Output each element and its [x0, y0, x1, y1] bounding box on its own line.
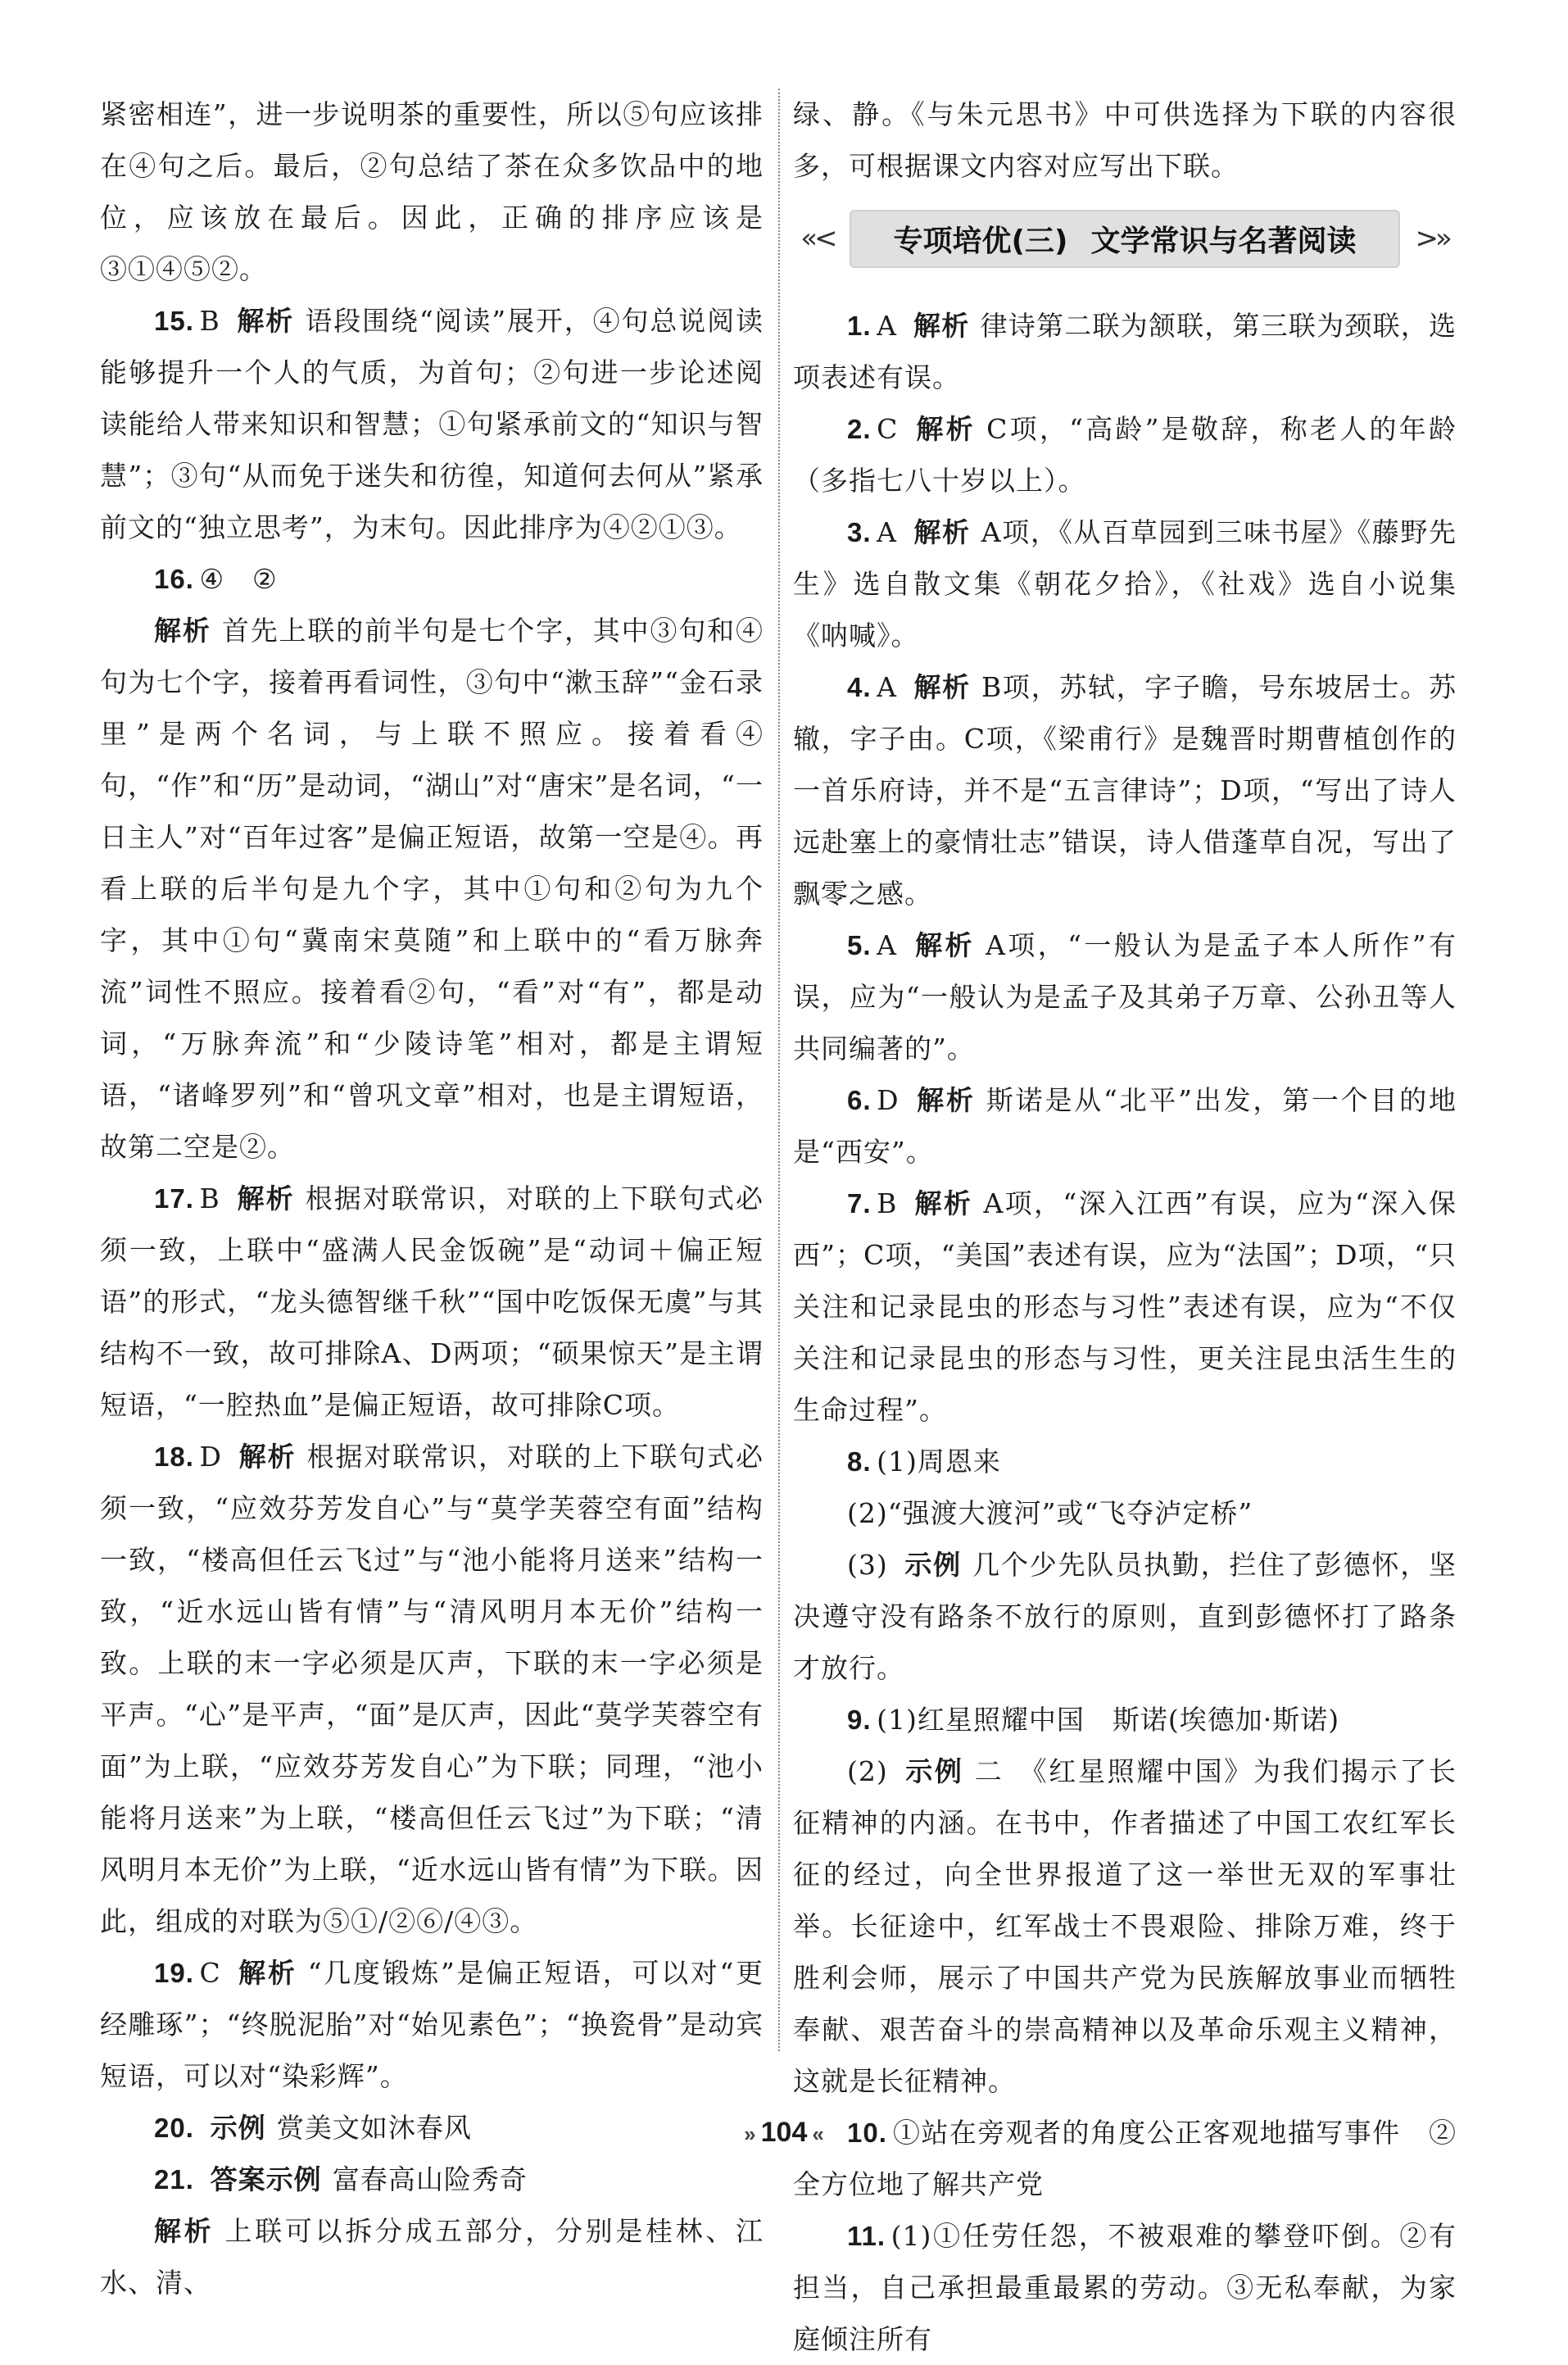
paragraph-text: 赏美文如沐春风	[276, 2112, 472, 2144]
paragraph-text: C项，“高龄”是敬辞，称老人的年龄（多指七八十岁以上）。	[793, 413, 1457, 497]
paragraph-text: 斯诺是从“北平”出发，第一个目的地是“西安”。	[793, 1084, 1457, 1168]
answer-choice: B	[199, 305, 220, 337]
paragraph-text: 几个少先队员执勤，拦住了彭德怀，坚决遵守没有路条不放行的原则，直到彭德怀打了路条才放行。	[793, 1549, 1457, 1684]
keyword-label: 解析	[238, 1441, 297, 1473]
answer-choice: (1)红星照耀中国 斯诺(埃德加·斯诺)	[877, 1704, 1340, 1736]
answer-choice: B	[877, 1187, 898, 1219]
paragraph-text: 根据对联常识，对联的上下联句式必须一致，“应效芬芳发自心”与“莫学芙蓉空有面”结构一致，“楼高但任云飞过”与“池小能将月送来”结构一致，“近水远山皆有情”与“清风明月本无价”结构一致。上联的末一字必须是仄声，下联的末一字必须是平声。“心”是平声，“面”是仄声，因此“莫学芙蓉空有面”为上联，“应效芬芳发自心”为下联；同理，“池小能将月送来”为上联，“楼高但任云飞过”为下联；“清风明月本无价”为上联，“近水远山皆有情”为下联。因此，组成的对联为⑤①/②⑥/④③。	[100, 1441, 764, 1937]
paragraph-text: 绿、静。《与朱元思书》中可供选择为下联的内容很多，可根据课文内容对应写出下联。	[793, 98, 1457, 182]
question-number: 4.	[847, 672, 872, 702]
keyword-label: 示例	[210, 2112, 266, 2144]
question-number: 9.	[847, 1705, 872, 1735]
paragraph-text: 紧密相连”，进一步说明茶的重要性，所以⑤句应该排在④句之后。最后，②句总结了茶在众多饮品中的地位，应该放在最后。因此，正确的排序应该是③①④⑤②。	[100, 98, 764, 285]
page-number: 104	[760, 2117, 808, 2148]
keyword-label: 答案示例	[210, 2163, 322, 2195]
keyword-label: 解析	[914, 413, 976, 445]
answer-paragraph	[793, 506, 1457, 661]
question-number: 7.	[847, 1188, 872, 1219]
keyword-label: 解析	[154, 615, 211, 647]
keyword-label: 解析	[913, 516, 971, 548]
question-number: 15.	[154, 306, 194, 336]
paragraph-text: (2)“强渡大渡河”或“飞夺泸定桥”	[847, 1497, 1253, 1529]
answer-choice: (1)周恩来	[877, 1446, 1001, 1478]
answer-choice: D	[877, 1084, 900, 1116]
answer-paragraph	[793, 1487, 1457, 1539]
answer-paragraph	[793, 1745, 1457, 2107]
left-column	[100, 89, 764, 2308]
answer-paragraph	[793, 919, 1457, 1074]
question-number: 10.	[847, 2118, 887, 2148]
answer-paragraph	[100, 1947, 764, 2102]
answer-paragraph	[100, 553, 764, 605]
answer-choice: C	[199, 1957, 221, 1989]
answer-paragraph	[100, 1173, 764, 1431]
question-number: 16.	[154, 564, 194, 594]
keyword-label: 解析	[154, 2215, 215, 2247]
paragraph-text: 上联可以拆分成五部分，分别是桂林、江水、清、	[100, 2215, 764, 2299]
chevron-right-icon: »	[744, 2122, 756, 2146]
answer-choice: C	[877, 413, 899, 445]
answer-paragraph	[100, 2154, 764, 2205]
answer-choice: A	[877, 929, 897, 961]
paragraph-text: 二 《红星照耀中国》为我们揭示了长征精神的内涵。在书中，作者描述了中国工农红军长征的经过，向全世界报道了这一举世无双的军事壮举。长征途中，红军战士不畏艰险、排除万难，终于胜利会师，展示了中国共产党为民族解放事业而牺牲奉献、艰苦奋斗的崇高精神以及革命乐观主义精神，这就是长征精神。	[793, 1755, 1457, 2097]
section-title-part2: 文学常识与名著阅读	[1090, 224, 1357, 258]
answer-paragraph	[793, 661, 1457, 919]
question-number: 5.	[847, 930, 872, 960]
paragraph-text: 律诗第二联为颔联，第三联为颈联，选项表述有误。	[793, 310, 1457, 393]
right-column	[793, 89, 1457, 2365]
paragraph-text: A项，“一般认为是孟子本人所作”有误，应为“一般认为是孟子及其弟子万章、公孙丑等人共同编著的”。	[793, 929, 1457, 1064]
question-number: 3.	[847, 517, 872, 547]
answer-paragraph	[793, 403, 1457, 506]
keyword-label: 解析	[913, 1187, 973, 1219]
keyword-label: 解析	[913, 929, 975, 961]
question-number: 19.	[154, 1958, 194, 1988]
chevron-left-icon: «	[812, 2122, 824, 2146]
answer-paragraph	[100, 1431, 764, 1947]
answer-paragraph	[793, 1074, 1457, 1178]
question-number: 11.	[847, 2221, 886, 2251]
section-banner	[793, 202, 1457, 275]
double-chevron-left-icon: «<	[800, 222, 835, 255]
keyword-label: 示例	[904, 1755, 964, 1787]
question-number: 1.	[847, 311, 872, 341]
answer-choice: A	[877, 516, 897, 548]
paragraph-text: 语段围绕“阅读”展开，④句总说阅读能够提升一个人的气质，为首句；②句进一步论述阅读能给人带来知识和智慧；①句紧承前文的“知识与智慧”；③句“从而免于迷失和彷徨，知道何去何从”紧承前文的“独立思考”，为末句。因此排序为④②①③。	[100, 305, 764, 543]
paragraph-text: 富春高山险秀奇	[332, 2163, 528, 2195]
keyword-label: 解析	[913, 671, 971, 703]
answer-choice: ④ ②	[199, 563, 278, 595]
paragraph-text: 根据对联常识，对联的上下联句式必须一致，上联中“盛满人民金饭碗”是“动词＋偏正短语”的形式，“龙头德智继千秋”“国中吃饭保无虞”与其结构不一致，故可排除A、D两项；“硕果惊天”是主谓短语，“一腔热血”是偏正短语，故可排除C项。	[100, 1182, 764, 1421]
page-footer	[0, 2117, 1568, 2149]
answer-paragraph	[100, 605, 764, 1173]
section-title	[850, 210, 1401, 268]
column-divider	[778, 89, 780, 2051]
answer-paragraph	[100, 2205, 764, 2308]
answer-paragraph	[100, 295, 764, 553]
answer-paragraph	[793, 2210, 1457, 2365]
keyword-label: 解析	[913, 310, 970, 342]
paragraph-text: B项，苏轼，字子瞻，号东坡居士。苏辙，字子由。C项，《梁甫行》是魏晋时期曹植创作的一首乐府诗，并不是“五言律诗”；D项，“写出了诗人远赴塞上的豪情壮志”错误，诗人借蓬草自况，写出了飘零之感。	[793, 671, 1457, 910]
answer-choice: D	[199, 1441, 222, 1473]
question-number: 2.	[847, 414, 872, 444]
answer-paragraph	[793, 1436, 1457, 1487]
answer-paragraph	[793, 1539, 1457, 1694]
section-title-part1: 专项培优(三)	[893, 224, 1068, 258]
answer-choice: B	[199, 1182, 220, 1214]
answer-paragraph	[793, 1694, 1457, 1745]
answer-paragraph	[100, 89, 764, 295]
answer-choice: A	[877, 671, 897, 703]
answer-choice: ①站在旁观者的角度公正客观地描写事件 ②全方位地了解共产党	[793, 2117, 1457, 2200]
sub-item-label: (2)	[847, 1755, 888, 1787]
keyword-label: 示例	[904, 1549, 962, 1581]
paragraph-text: A项，“深入江西”有误，应为“深入保西”；C项，“美国”表述有误，应为“法国”；D项，“只关注和记录昆虫的形态与习性”表述有误，应为“不仅关注和记录昆虫的形态与习性，更关注昆虫活生生的生命过程”。	[793, 1187, 1457, 1426]
paragraph-text: A项，《从百草园到三味书屋》《藤野先生》选自散文集《朝花夕拾》，《社戏》选自小说集《呐喊》。	[793, 516, 1457, 651]
keyword-label: 解析	[236, 1182, 295, 1214]
paragraph-text: “几度锻炼”是偏正短语，可以对“更经雕琢”；“终脱泥胎”对“始见素色”；“换瓷骨”是动宾短语，可以对“染彩辉”。	[100, 1957, 764, 2092]
question-number: 20.	[154, 2113, 194, 2143]
question-number: 21.	[154, 2164, 194, 2195]
question-number: 6.	[847, 1085, 872, 1115]
question-number: 17.	[154, 1183, 194, 1214]
question-number: 18.	[154, 1441, 194, 1472]
question-number: 8.	[847, 1446, 872, 1477]
answer-choice: A	[877, 310, 897, 342]
keyword-label: 解析	[236, 305, 295, 337]
keyword-label: 解析	[237, 1957, 297, 1989]
answer-paragraph	[793, 300, 1457, 403]
paragraph-text: 首先上联的前半句是七个字，其中③句和④句为七个字，接着再看词性，③句中“漱玉辞”“金石录里”是两个名词，与上联不照应。接着看④句，“作”和“历”是动词，“湖山”对“唐宋”是名词，“一日主人”对“百年过客”是偏正短语，故第一空是④。再看上联的后半句是九个字，其中①句和②句为九个字，其中①句“冀南宋莫随”和上联中的“看万脉奔流”词性不照应。接着看②句，“看”对“有”，都是动词，“万脉奔流”和“少陵诗笔”相对，都是主谓短语，“诸峰罗列”和“曾巩文章”相对，也是主谓短语，故第二空是②。	[100, 615, 764, 1163]
keyword-label: 解析	[915, 1084, 976, 1116]
answer-paragraph	[793, 1178, 1457, 1436]
sub-item-label: (3)	[847, 1549, 888, 1581]
answer-choice: (1)①任劳任怨，不被艰难的攀登吓倒。②有担当，自己承担最重最累的劳动。③无私奉献，为家庭倾注所有	[793, 2220, 1457, 2355]
double-chevron-right-icon: >»	[1415, 222, 1449, 255]
answer-paragraph	[793, 89, 1457, 192]
